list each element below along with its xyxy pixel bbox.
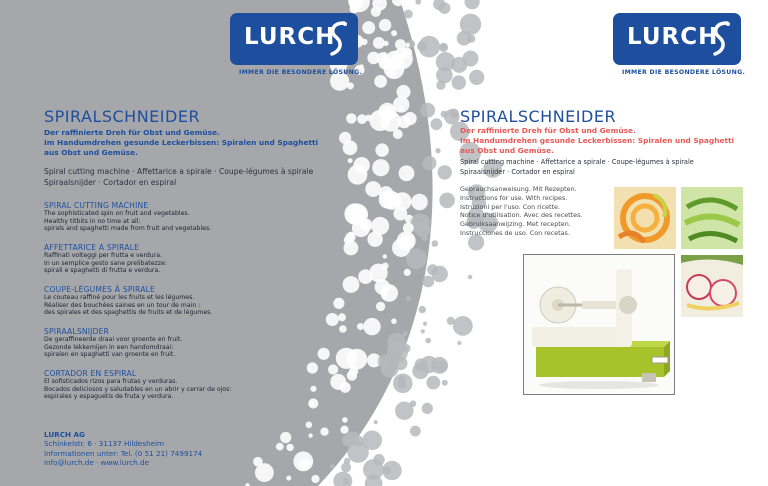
decorative-bubble	[404, 269, 411, 276]
decorative-bubble	[383, 294, 389, 300]
subtitle-line: Der raffinierte Dreh für Obst und Gemüse.	[44, 128, 220, 137]
section-heading-es: CORTADOR EN ESPIRAL	[44, 369, 137, 378]
decorative-bubble	[426, 376, 440, 390]
decorative-bubble	[347, 82, 354, 89]
decorative-bubble	[414, 221, 430, 237]
decorative-bubble	[344, 458, 351, 465]
decorative-bubble	[373, 37, 385, 49]
decorative-bubble	[306, 422, 313, 429]
section-heading-en: SPIRAL CUTTING MACHINE	[44, 201, 149, 210]
section-heading-nl: SPIRAALSNIJDER	[44, 327, 110, 336]
decorative-bubble	[308, 398, 318, 408]
spiral-cutter-product-photo	[523, 254, 675, 395]
decorative-bubble	[420, 103, 435, 118]
section-line: spirali e spaghetti di frutta e verdura.	[44, 267, 161, 275]
decorative-bubble	[395, 402, 413, 420]
decorative-bubble	[357, 114, 367, 124]
decorative-bubble	[393, 192, 411, 210]
decorative-bubble	[431, 357, 448, 374]
decorative-bubble	[412, 363, 428, 379]
lizard-s-icon	[707, 20, 733, 58]
manual-line: Istruzioni per l'uso. Con ricette.	[460, 202, 560, 211]
decorative-bubble	[435, 148, 440, 153]
subtitle-line: aus Obst und Gemüse.	[460, 145, 554, 155]
decorative-bubble	[361, 39, 367, 45]
decorative-bubble	[395, 39, 406, 50]
radish-salad-photo	[680, 254, 744, 318]
decorative-bubble	[379, 19, 391, 31]
section-line: Gezonde lekkernijen in een handomdraai:	[44, 343, 174, 351]
decorative-bubble	[374, 75, 387, 88]
decorative-bubble	[442, 380, 448, 386]
decorative-bubble	[439, 2, 451, 14]
section-text-it	[44, 252, 167, 275]
language-line: Spiral cutting machine · Affettarice a spirale · Coupe-légumes à spirale	[44, 167, 314, 176]
decorative-bubble	[388, 68, 397, 77]
section-heading-it: AFFETTARICE A SPIRALE	[44, 243, 140, 252]
section-text-nl	[44, 336, 182, 359]
decorative-bubble	[346, 113, 356, 123]
section-line: Raffinati volteggi per frutta e verdura.	[44, 252, 163, 259]
decorative-bubble	[383, 41, 388, 46]
decorative-bubble	[376, 302, 385, 311]
section-text-fr	[44, 294, 212, 317]
decorative-bubble	[422, 156, 436, 170]
section-line: des spirales et des spaghettis de fruits et de légumes.	[44, 309, 213, 317]
lizard-s-icon	[324, 20, 350, 58]
subtitle-line: Der raffinierte Dreh für Obst und Gemüse.	[460, 126, 636, 135]
decorative-bubble	[342, 417, 348, 423]
decorative-bubble	[436, 81, 445, 90]
decorative-bubble	[421, 329, 425, 333]
decorative-bubble	[343, 276, 360, 293]
decorative-bubble	[403, 331, 408, 336]
decorative-bubble	[431, 118, 443, 130]
decorative-bubble	[286, 444, 293, 451]
decorative-bubble	[432, 240, 439, 247]
subtitle-line: aus Obst und Gemüse.	[44, 147, 138, 157]
decorative-bubble	[320, 428, 328, 436]
decorative-bubble	[338, 313, 346, 321]
section-line: espirales y espaguetis de fruta y verdura.	[44, 393, 174, 401]
decorative-bubble	[467, 35, 475, 43]
decorative-bubble	[452, 75, 466, 89]
page-title-left: SPIRALSCHNEIDER	[44, 107, 201, 126]
manual-line: Instructions for use. With recipes.	[460, 193, 568, 202]
decorative-bubble	[439, 43, 448, 52]
contact-line[interactable]: info@lurch.de · www.lurch.de	[44, 458, 150, 468]
decorative-bubble	[349, 367, 358, 376]
company-name: LURCH AG	[44, 430, 85, 439]
lurch-logo-right	[613, 13, 741, 65]
decorative-bubble	[376, 52, 388, 64]
subtitle-right	[460, 126, 734, 155]
decorative-bubble	[438, 165, 452, 179]
manual-line: Gebruiksaanwijzing. Met recepten.	[460, 220, 571, 229]
decorative-bubble	[423, 322, 427, 326]
decorative-bubble	[393, 374, 413, 394]
decorative-bubble	[330, 464, 335, 469]
decorative-bubble	[375, 143, 388, 156]
language-line: Spiraalsnijder · Cortador en espiral	[44, 177, 177, 187]
decorative-bubble	[340, 426, 348, 434]
language-line: Spiraalsnijder · Cortador en espiral	[460, 168, 575, 176]
decorative-bubble	[347, 441, 368, 462]
decorative-bubble	[365, 181, 381, 197]
spiral-cutter-image	[524, 255, 674, 394]
language-list-right	[460, 157, 694, 177]
logo-wordmark: LURCH	[244, 24, 336, 50]
decorative-bubble	[422, 276, 434, 288]
decorative-bubble	[451, 57, 467, 73]
decorative-bubble	[293, 451, 313, 471]
decorative-bubble	[363, 318, 380, 335]
decorative-bubble	[365, 115, 372, 122]
decorative-bubble	[379, 186, 394, 201]
subtitle-left	[44, 128, 318, 157]
logo-wordmark: LURCH	[627, 24, 719, 50]
decorative-bubble	[453, 316, 473, 336]
decorative-bubble	[348, 158, 353, 163]
section-line: In un semplice gesto sane prelibatezze:	[44, 259, 167, 267]
decorative-bubble	[392, 239, 410, 257]
section-line: Le couteau raffiné pour les fruits et les légumes.	[44, 294, 195, 301]
decorative-bubble	[308, 433, 312, 437]
decorative-bubble	[339, 325, 347, 333]
decorative-bubble	[404, 10, 413, 19]
decorative-bubble	[360, 219, 373, 232]
logo-tagline-left: IMMER DIE BESONDERE LÖSUNG.	[239, 69, 363, 76]
decorative-bubble	[432, 266, 448, 282]
decorative-bubble	[383, 466, 391, 474]
manual-line: Notice d'utilisation. Avec des recettes.	[460, 211, 583, 220]
decorative-bubble	[354, 157, 370, 173]
decorative-bubble	[348, 232, 354, 238]
decorative-bubble	[399, 106, 404, 111]
decorative-bubble	[276, 443, 284, 451]
logo-tagline-right: IMMER DIE BESONDERE LÖSUNG.	[622, 69, 746, 76]
decorative-bubble	[419, 306, 426, 313]
language-list-left	[44, 167, 313, 188]
decorative-bubble	[280, 432, 291, 443]
decorative-bubble	[383, 254, 387, 258]
lurch-logo-left	[230, 13, 358, 65]
decorative-bubble	[406, 296, 411, 301]
decorative-bubble	[311, 475, 319, 483]
decorative-bubble	[255, 463, 274, 482]
decorative-bubble	[363, 459, 384, 480]
decorative-bubble	[355, 350, 360, 355]
page-title-right: SPIRALSCHNEIDER	[460, 107, 617, 126]
language-line: Spiral cutting machine · Affettarice a spirale · Coupe-légumes à spirale	[460, 158, 694, 166]
section-text-en	[44, 210, 211, 233]
decorative-bubble	[391, 30, 397, 36]
decorative-bubble	[418, 36, 440, 58]
manual-line: Gebrauchsanweisung. Mit Rezepten.	[460, 185, 577, 193]
section-line: spiralen en spaghetti van groente en fruit.	[44, 351, 176, 359]
decorative-bubble	[357, 323, 364, 330]
radish-salad-image	[681, 255, 743, 317]
decorative-bubble	[362, 21, 375, 34]
decorative-bubble	[318, 348, 330, 360]
section-line: Bocados deliciosos y saludables en un abrir y cerrar de ojos:	[44, 385, 232, 393]
manual-line: Instrucciones de uso. Con recetas.	[460, 228, 570, 237]
decorative-bubble	[460, 14, 481, 35]
decorative-bubble	[380, 111, 401, 132]
decorative-bubble	[403, 223, 414, 234]
phone-line: Informationen unter: Tel. (0 51 21) 7499174	[44, 448, 203, 458]
section-line: The sophisticated spin on fruit and vegetables.	[44, 210, 190, 217]
carrot-spiral-image	[614, 187, 676, 249]
section-text-es	[44, 378, 231, 401]
section-line: De geraffineerde draai voor groente en fruit.	[44, 336, 183, 343]
decorative-bubble	[372, 159, 389, 176]
decorative-bubble	[374, 420, 378, 424]
decorative-bubble	[405, 43, 410, 48]
section-line: El sofisticados rizos para frutas y verduras.	[44, 378, 178, 385]
decorative-bubble	[307, 362, 318, 373]
decorative-bubble	[410, 426, 421, 437]
decorative-bubble	[286, 476, 291, 481]
section-line: Healthy titbits in no time at all:	[44, 217, 141, 225]
subtitle-line: Im Handumdrehen gesunde Leckerbissen: Spiralen und Spaghetti	[44, 137, 319, 147]
decorative-bubble	[310, 386, 316, 392]
section-heading-fr: COUPE-LÉGUMES À SPIRALE	[44, 285, 156, 294]
company-address	[44, 430, 202, 468]
decorative-bubble	[439, 193, 455, 209]
decorative-bubble	[469, 70, 484, 85]
manual-info-list	[460, 185, 582, 238]
cucumber-spirals-photo	[680, 186, 744, 250]
carrot-spirals-photo	[613, 186, 677, 250]
decorative-bubble	[411, 194, 428, 211]
decorative-bubble	[425, 338, 431, 344]
decorative-bubble	[391, 318, 397, 324]
decorative-bubble	[343, 478, 350, 485]
section-line: spirals and spaghetti made from fruit and vegetables.	[44, 225, 212, 233]
decorative-bubble	[381, 360, 399, 378]
decorative-bubble	[369, 264, 388, 283]
section-line: Réaliser des bouchées saines en un tour de main :	[44, 301, 201, 309]
address-line: Schinkelstr. 6 · 31137 Hildesheim	[44, 439, 165, 449]
decorative-bubble	[330, 374, 346, 390]
cucumber-spiral-image	[681, 187, 743, 249]
decorative-bubble	[328, 364, 338, 374]
decorative-bubble	[457, 341, 461, 345]
subtitle-line: Im Handumdrehen gesunde Leckerbissen: Spiralen und Spaghetti	[460, 135, 735, 145]
decorative-bubble	[399, 165, 415, 181]
decorative-bubble	[371, 217, 389, 235]
decorative-bubble	[326, 313, 339, 326]
decorative-bubble	[468, 275, 472, 279]
decorative-bubble	[444, 109, 459, 124]
decorative-bubble	[387, 333, 406, 352]
decorative-bubble	[333, 298, 344, 309]
decorative-bubble	[422, 403, 433, 414]
decorative-bubble	[344, 241, 359, 256]
decorative-bubble	[339, 132, 351, 144]
